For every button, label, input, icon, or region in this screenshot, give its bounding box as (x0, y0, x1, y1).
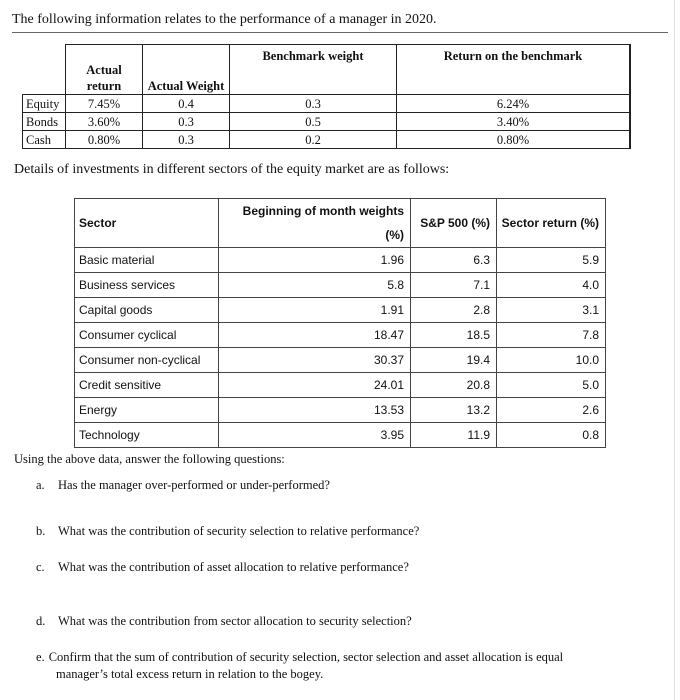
details-text: Details of investments in different sectors of the equity market are as follows: (14, 162, 450, 177)
sector-return-cell: 5.9 (497, 248, 606, 273)
actual-weight-cell: 0.3 (143, 131, 230, 149)
table-row (75, 298, 606, 323)
asset-allocation-table (22, 44, 631, 149)
header-beginning-weights: Beginning of month weights (%) (219, 199, 411, 248)
sector-cell: Business services (75, 273, 219, 298)
sector-cell: Basic material (75, 248, 219, 273)
sector-return-cell: 4.0 (497, 273, 606, 298)
beginning-weight-cell: 1.96 (219, 248, 411, 273)
table1-row-cash (23, 131, 631, 149)
sp500-cell: 6.3 (411, 248, 497, 273)
sector-table (74, 198, 606, 448)
row-label: Bonds (23, 113, 66, 131)
table1-header-row (23, 45, 631, 95)
actual-weight-cell: 0.4 (143, 95, 230, 113)
table1-corner-cell (23, 45, 66, 95)
beginning-weight-cell: 1.91 (219, 298, 411, 323)
sp500-cell: 20.8 (411, 373, 497, 398)
actual-return-cell: 3.60% (66, 113, 143, 131)
return-benchmark-cell: 0.80% (397, 131, 631, 149)
question-text-line2: manager’s total excess return in relation to the bogey. (56, 667, 324, 681)
question-text: What was the contribution of security selection to relative performance? (58, 524, 420, 538)
sector-return-cell: 0.8 (497, 423, 606, 448)
beginning-weight-cell: 3.95 (219, 423, 411, 448)
row-label: Equity (23, 95, 66, 113)
table2-header-row (75, 199, 606, 248)
question-text: What was the contribution of asset allocation to relative performance? (58, 560, 409, 574)
table-row (75, 423, 606, 448)
question-e (36, 649, 636, 683)
sp500-cell: 11.9 (411, 423, 497, 448)
sector-return-cell: 10.0 (497, 348, 606, 373)
question-letter: e. (36, 650, 45, 664)
header-sector-return: Sector return (%) (497, 199, 606, 248)
beginning-weight-cell: 30.37 (219, 348, 411, 373)
questions-intro: Using the above data, answer the following questions: (14, 452, 285, 466)
beginning-weight-cell: 24.01 (219, 373, 411, 398)
question-text-line1: Confirm that the sum of contribution of security selection, sector selection and asset allocation is equal (48, 650, 564, 664)
question-text: What was the contribution from sector allocation to security selection? (58, 614, 412, 628)
table-row (75, 273, 606, 298)
sp500-cell: 7.1 (411, 273, 497, 298)
question-b (36, 524, 419, 539)
table1-row-equity (23, 95, 631, 113)
right-edge-line (674, 0, 675, 700)
sector-return-cell: 2.6 (497, 398, 606, 423)
question-a (36, 478, 330, 493)
sector-cell: Technology (75, 423, 219, 448)
question-letter: d. (36, 614, 46, 628)
actual-weight-cell: 0.3 (143, 113, 230, 131)
top-divider (12, 32, 668, 33)
sector-return-cell: 3.1 (497, 298, 606, 323)
table-row (75, 248, 606, 273)
question-c (36, 560, 409, 575)
header-benchmark-weight: Benchmark weight (230, 45, 397, 95)
sp500-cell: 2.8 (411, 298, 497, 323)
return-benchmark-cell: 6.24% (397, 95, 631, 113)
question-letter: c. (36, 560, 45, 574)
header-actual-weight: Actual Weight (143, 45, 230, 95)
table1-row-bonds (23, 113, 631, 131)
actual-return-cell: 0.80% (66, 131, 143, 149)
beginning-weight-cell: 5.8 (219, 273, 411, 298)
benchmark-weight-cell: 0.5 (230, 113, 397, 131)
question-letter: b. (36, 524, 46, 538)
beginning-weight-cell: 13.53 (219, 398, 411, 423)
intro-text: The following information relates to the performance of a manager in 2020. (12, 12, 437, 27)
benchmark-weight-cell: 0.3 (230, 95, 397, 113)
return-benchmark-cell: 3.40% (397, 113, 631, 131)
sp500-cell: 19.4 (411, 348, 497, 373)
sp500-cell: 18.5 (411, 323, 497, 348)
header-actual-return: Actual return (66, 45, 143, 95)
actual-return-cell: 7.45% (66, 95, 143, 113)
row-label: Cash (23, 131, 66, 149)
sector-cell: Consumer cyclical (75, 323, 219, 348)
header-sector: Sector (75, 199, 219, 248)
sp500-cell: 13.2 (411, 398, 497, 423)
header-return-benchmark: Return on the benchmark (397, 45, 631, 95)
table-row (75, 373, 606, 398)
table-row (75, 398, 606, 423)
question-text: Has the manager over-performed or under-performed? (58, 478, 330, 492)
beginning-weight-cell: 18.47 (219, 323, 411, 348)
benchmark-weight-cell: 0.2 (230, 131, 397, 149)
table-row (75, 348, 606, 373)
sector-cell: Credit sensitive (75, 373, 219, 398)
sector-return-cell: 7.8 (497, 323, 606, 348)
question-letter: a. (36, 478, 45, 492)
table-row (75, 323, 606, 348)
sector-return-cell: 5.0 (497, 373, 606, 398)
sector-cell: Energy (75, 398, 219, 423)
sector-cell: Consumer non-cyclical (75, 348, 219, 373)
header-sp500: S&P 500 (%) (411, 199, 497, 248)
sector-cell: Capital goods (75, 298, 219, 323)
question-d (36, 614, 412, 629)
